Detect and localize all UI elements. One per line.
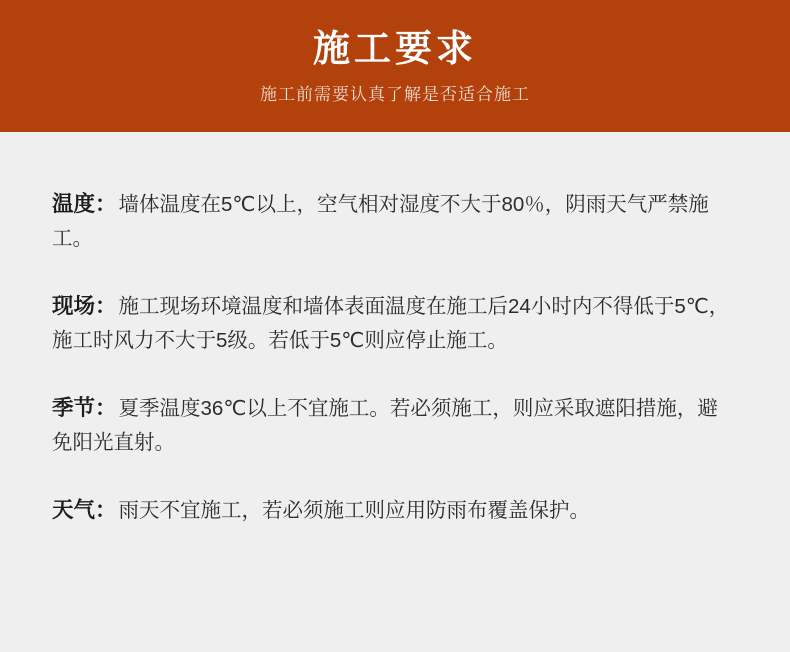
requirement-item-site <box>52 289 738 357</box>
requirement-item-temperature <box>52 187 738 255</box>
requirement-text: 墙体温度在5℃以上，空气相对湿度不大于80％，阴雨天气严禁施工。 <box>52 193 709 250</box>
requirement-text: 夏季温度36℃以上不宜施工。若必须施工，则应采取遮阳措施，避免阳光直射。 <box>52 397 718 454</box>
requirement-item-season <box>52 391 738 459</box>
page-title: 施工要求 <box>313 27 477 69</box>
requirements-list <box>0 132 790 528</box>
requirement-label: 季节： <box>52 396 117 421</box>
requirement-text: 施工现场环境温度和墙体表面温度在施工后24小时内不得低于5℃，施工时风力不大于5级。若低于5℃则应停止施工。 <box>52 295 730 352</box>
requirement-label: 天气： <box>52 498 117 523</box>
requirement-item-weather <box>52 493 738 528</box>
requirement-label: 现场： <box>52 294 117 319</box>
requirement-text: 雨天不宜施工，若必须施工则应用防雨布覆盖保护。 <box>118 499 591 523</box>
page-banner <box>0 0 790 132</box>
requirement-label: 温度： <box>52 192 117 216</box>
page-subtitle: 施工前需要认真了解是否适合施工 <box>260 85 530 105</box>
